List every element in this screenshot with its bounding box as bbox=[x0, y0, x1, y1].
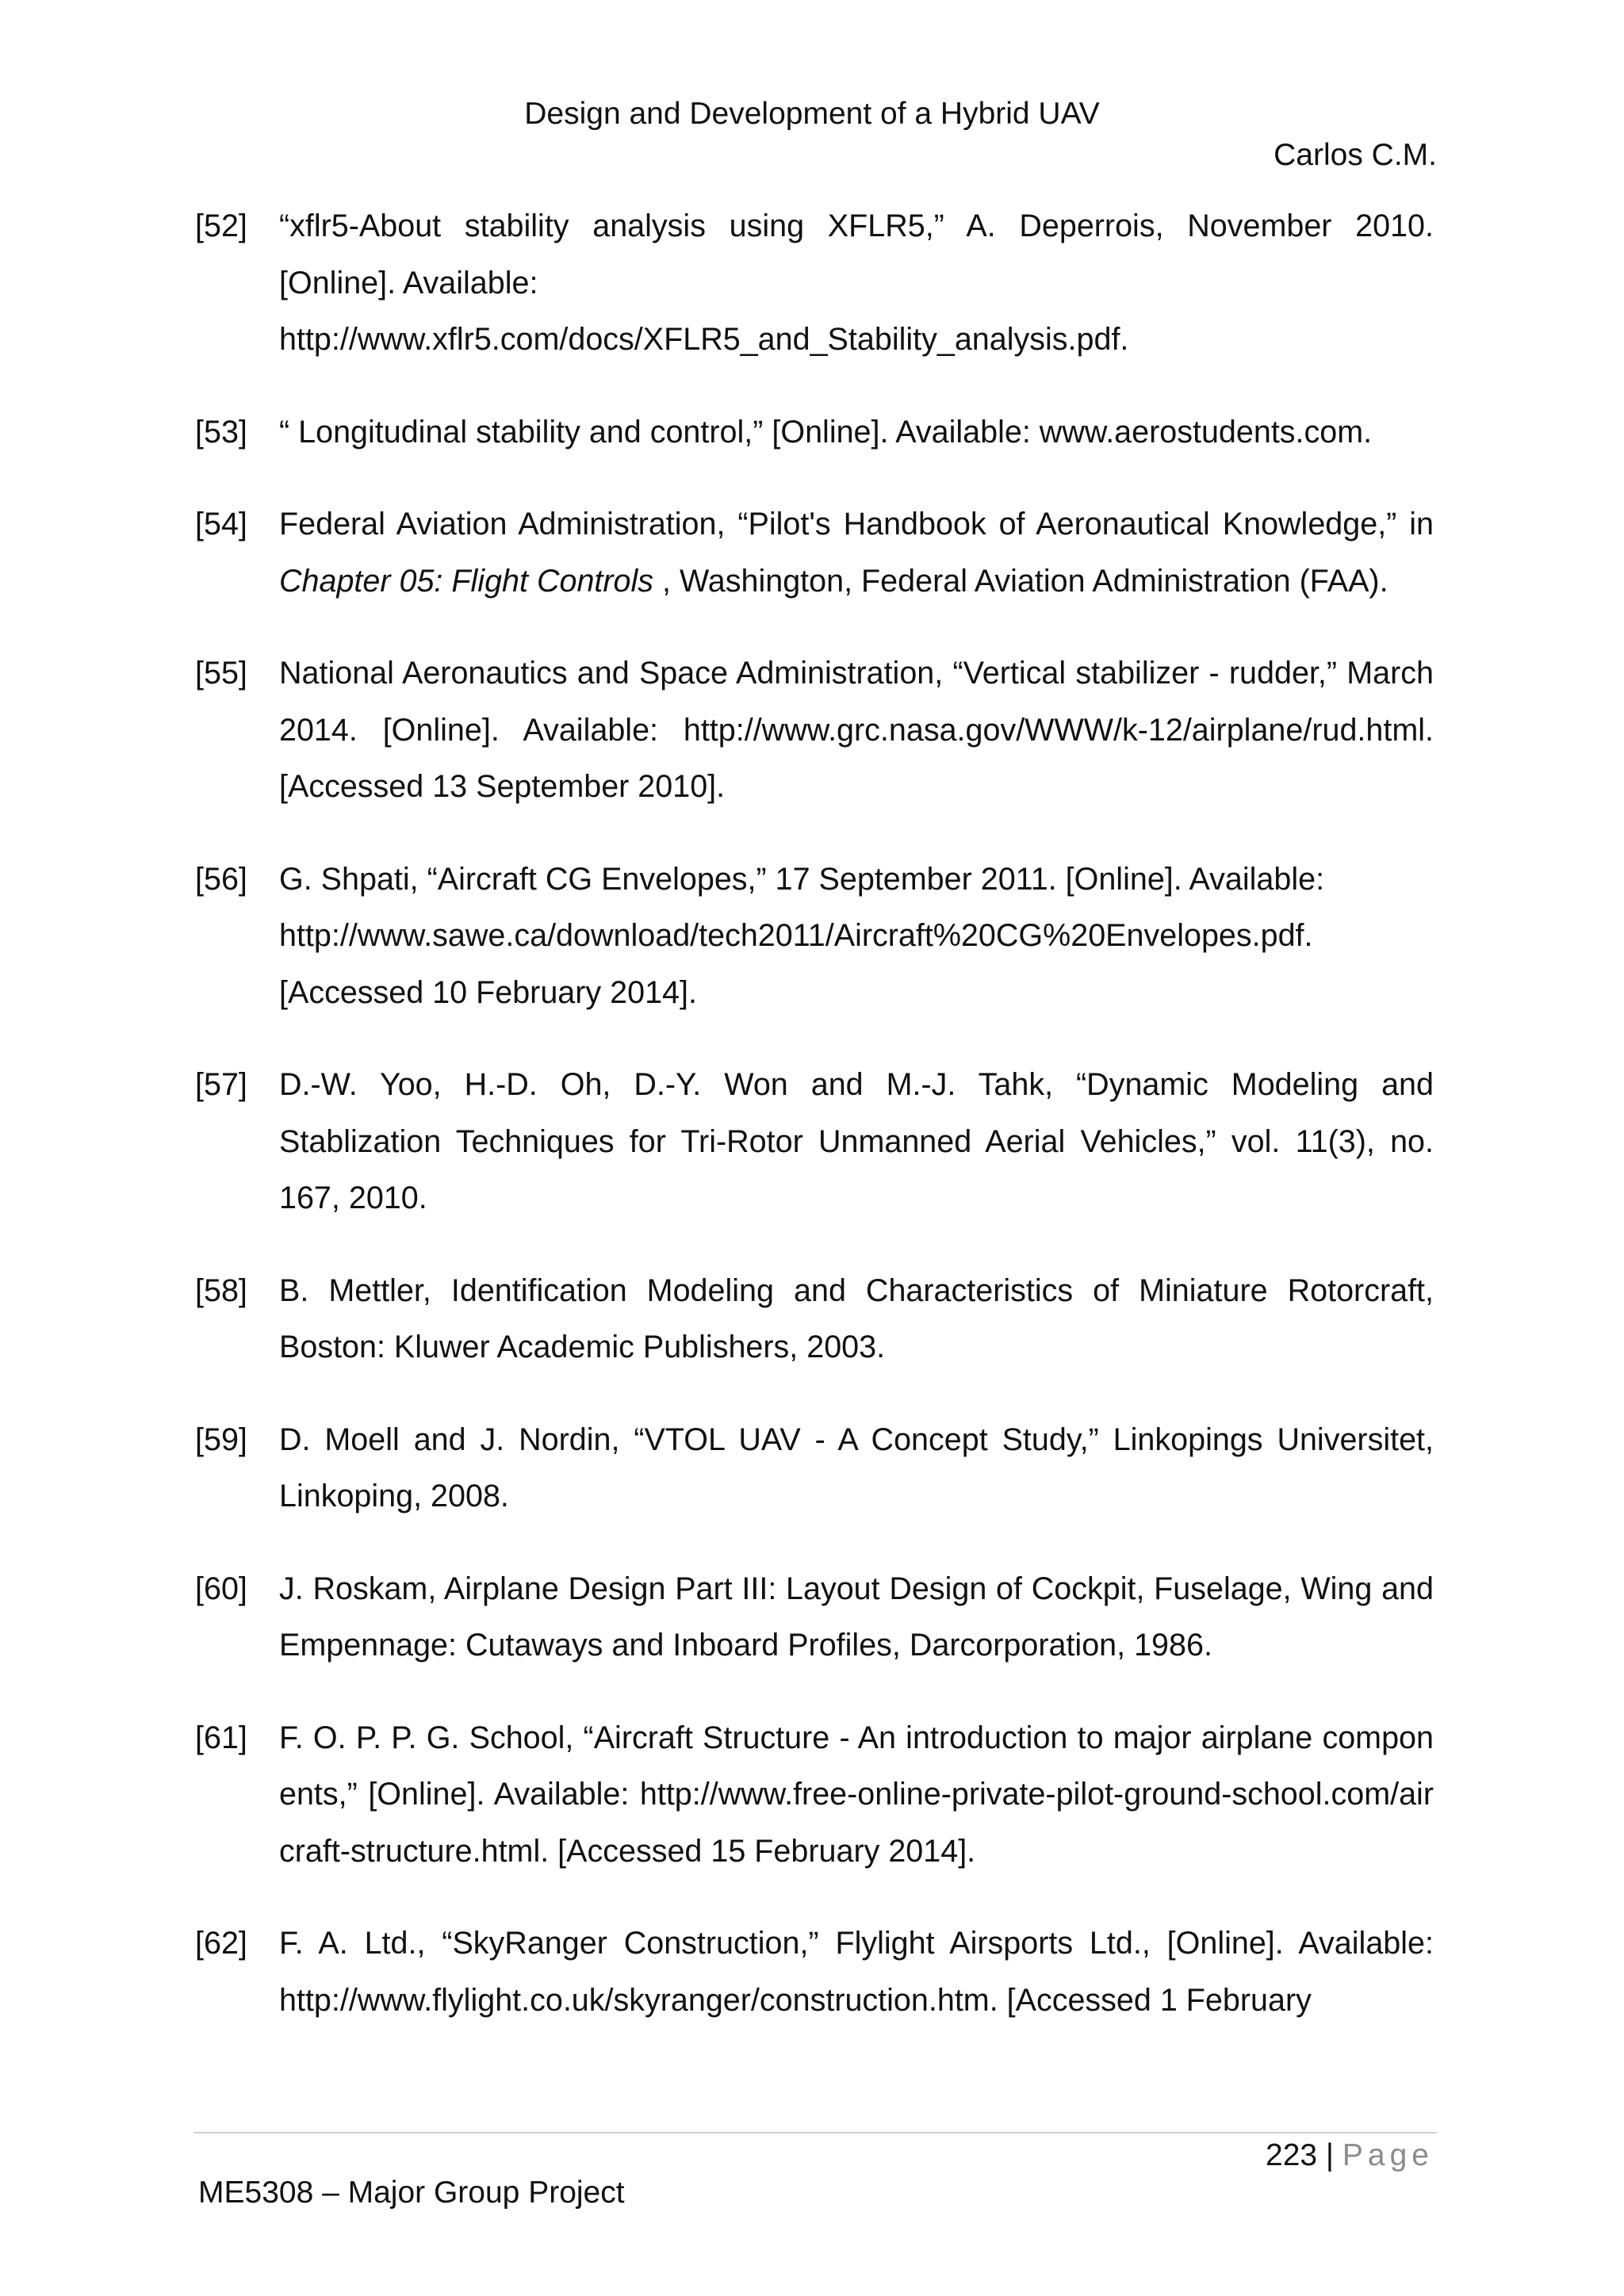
reference-58 bbox=[195, 1263, 1434, 1376]
page-label: Page bbox=[1342, 2138, 1434, 2172]
reference-text: “ Longitudinal stability and control,” [Online]. Available: www.aerostudents.com. bbox=[279, 414, 1373, 450]
reference-number: [57] bbox=[195, 1067, 247, 1102]
reference-text: B. Mettler, Identification Modeling and Characteristics of Miniature Rotorcraft, Boston: Kluwer Academic Publishers, 2003. bbox=[279, 1272, 1434, 1364]
reference-number: [56] bbox=[195, 861, 247, 897]
course-footer: ME5308 – Major Group Project bbox=[198, 2175, 625, 2210]
page-number-value: 223 bbox=[1266, 2138, 1318, 2172]
reference-57 bbox=[195, 1057, 1434, 1227]
reference-url: http://www.sawe.ca/download/tech2011/Aircraft%20CG%20Envelopes.pdf. bbox=[279, 918, 1313, 953]
reference-text: National Aeronautics and Space Administration, “Vertical stabilizer - rudder,” March 2014. [Online]. Available: http://www.grc.nasa.gov/WWW/k-12/airplane/rud.html. [Accessed 13 September 2010]. bbox=[279, 656, 1434, 804]
footer-divider bbox=[193, 2132, 1437, 2133]
reference-text: Federal Aviation Administration, “Pilot's Handbook of Aeronautical Knowledge,” in Chapter 05: Flight Controls , Washington, Federal Aviation Administration (FAA). bbox=[279, 507, 1434, 599]
reference-number: [53] bbox=[195, 414, 247, 450]
reference-text: D.-W. Yoo, H.-D. Oh, D.-Y. Won and M.-J. Tahk, “Dynamic Modeling and Stablization Techniques for Tri-Rotor Unmanned Aerial Vehicles,” vol. 11(3), no. 167, 2010. bbox=[279, 1067, 1434, 1215]
reference-61 bbox=[195, 1710, 1434, 1881]
reference-62 bbox=[195, 1915, 1434, 2029]
reference-url: http://www.xflr5.com/docs/XFLR5_and_Stability_analysis.pdf. bbox=[279, 322, 1129, 357]
reference-60 bbox=[195, 1561, 1434, 1674]
reference-54 bbox=[195, 496, 1434, 610]
page-number bbox=[1266, 2135, 1434, 2176]
chapter-title: Chapter 05: Flight Controls bbox=[279, 563, 654, 599]
reference-55 bbox=[195, 645, 1434, 816]
reference-text: F. O. P. P. G. School, “Aircraft Structure - An introduction to major airplane components,” [Online]. Available: http://www.free-online-private-pilot-ground-school.com/aircraft-structure.html. [Accessed 15 February 2014]. bbox=[279, 1720, 1434, 1869]
reference-number: [55] bbox=[195, 656, 247, 691]
reference-number: [58] bbox=[195, 1272, 247, 1308]
reference-53 bbox=[195, 404, 1434, 461]
reference-number: [62] bbox=[195, 1926, 247, 1961]
page-header bbox=[0, 94, 1624, 181]
page-number-separator: | bbox=[1325, 2138, 1335, 2172]
reference-number: [52] bbox=[195, 209, 247, 243]
reference-number: [60] bbox=[195, 1571, 247, 1606]
reference-text: D. Moell and J. Nordin, “VTOL UAV - A Concept Study,” Linkopings Universitet, Linkoping, 2008. bbox=[279, 1422, 1434, 1513]
reference-text: J. Roskam, Airplane Design Part III: Layout Design of Cockpit, Fuselage, Wing and Empennage: Cutaways and Inboard Profiles, Darcorporation, 1986. bbox=[279, 1571, 1434, 1663]
reference-56 bbox=[195, 851, 1434, 1022]
reference-number: [54] bbox=[195, 507, 247, 541]
reference-text: F. A. Ltd., “SkyRanger Construction,” Flylight Airsports Ltd., [Online]. Available: http://www.flylight.co.uk/skyranger/construction.htm. [Accessed 1 February bbox=[279, 1926, 1434, 2018]
reference-text: “xflr5-About stability analysis using XFLR5,” A. Deperrois, November 2010. [Online]. Available: http://www.xflr5.com/docs/XFLR5_and_Stability_analysis.pdf. bbox=[279, 209, 1434, 357]
reference-number: [61] bbox=[195, 1720, 247, 1755]
reference-59 bbox=[195, 1412, 1434, 1525]
reference-text: G. Shpati, “Aircraft CG Envelopes,” 17 September 2011. [Online]. Available: http://www.sawe.ca/download/tech2011/Aircraft%20CG%20Envelopes.pdf. [Accessed 10 February 2014]. bbox=[279, 861, 1325, 1010]
reference-list bbox=[195, 198, 1434, 2064]
document-title: Design and Development of a Hybrid UAV bbox=[524, 97, 1100, 131]
document-author: Carlos C.M. bbox=[1274, 138, 1437, 172]
reference-52 bbox=[195, 198, 1434, 369]
reference-number: [59] bbox=[195, 1422, 247, 1457]
